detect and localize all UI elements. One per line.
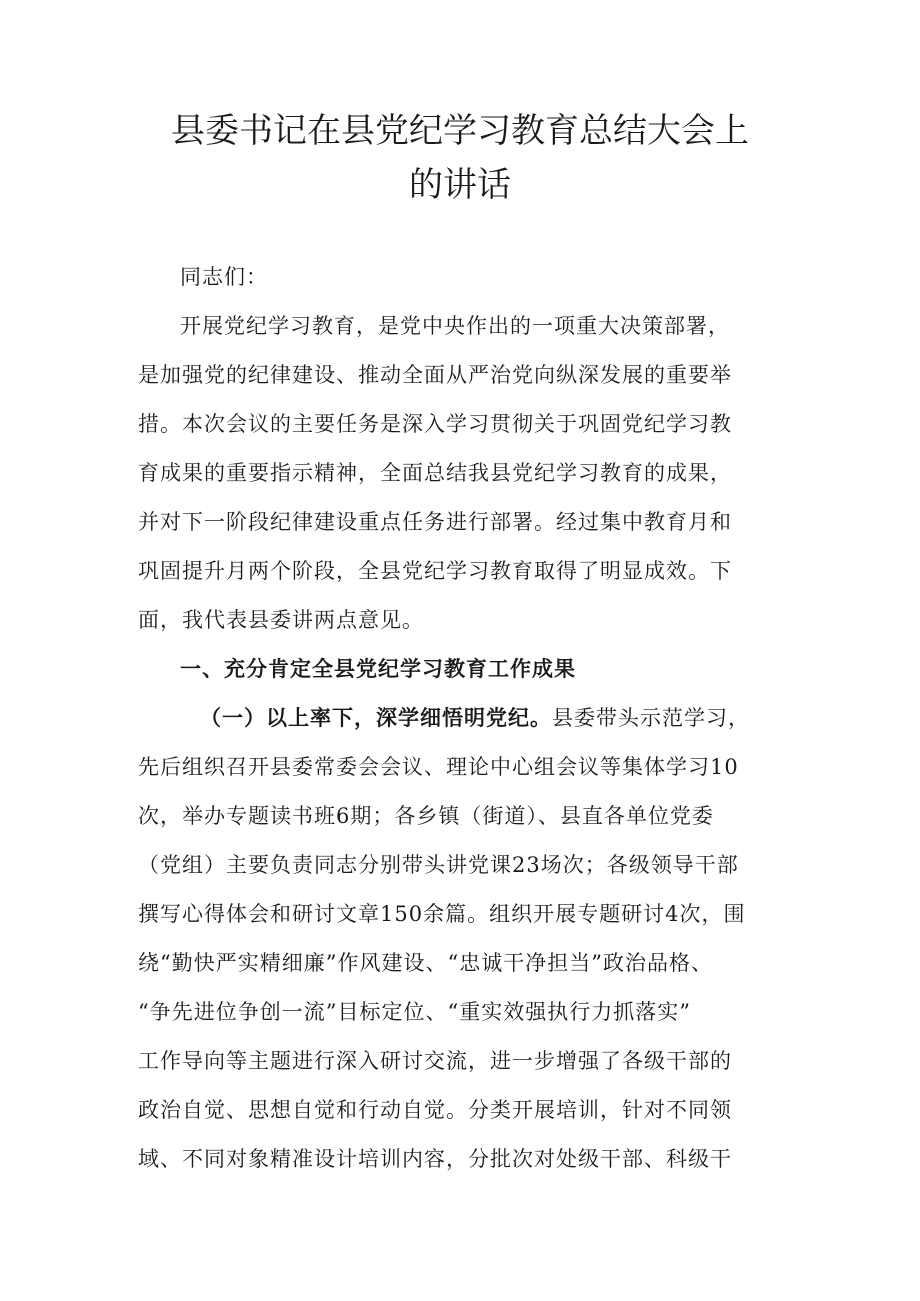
paragraph-line: 并对下一阶段纪律建设重点任务进行部署。经过集中教育月和 [138,510,732,534]
paragraph-line: 工作导向等主题进行深入研讨交流，进一步增强了各级干部的 [138,1049,732,1073]
paragraph-line: “争先进位争创一流”目标定位、“重实效强执行力抓落实” [138,1000,691,1024]
subsection-lead-rest: 县委带头示范学习， [552,706,750,730]
subsection-first-line [200,703,840,733]
section-heading: 一、充分肯定全县党纪学习教育工作成果 [180,656,576,681]
paragraph-line: 开展党纪学习教育，是党中央作出的一项重大决策部署， [180,314,730,338]
paragraph-line: 巩固提升月两个阶段，全县党纪学习教育取得了明显成效。下 [138,559,732,583]
paragraph-line: 绕“勤快严实精细廉”作风建设、“忠诚干净担当”政治品格、 [138,951,713,975]
paragraph-line: 次，举办专题读书班6期；各乡镇（街道）、县直各单位党委 [138,804,714,828]
paragraph-line: 措。本次会议的主要任务是深入学习贯彻关于巩固党纪学习教 [138,412,732,436]
subsection-lead: （一）以上率下，深学细悟明党纪。 [200,705,552,730]
document-title-line-1: 县委书记在县党纪学习教育总结大会上 [171,111,749,151]
paragraph-line: 是加强党的纪律建设、推动全面从严治党向纵深发展的重要举 [138,363,732,387]
paragraph-line: 先后组织召开县委常委会会议、理论中心组会议等集体学习10 [138,755,739,779]
greeting: 同志们： [180,265,268,289]
paragraph-line: 政治自觉、思想自觉和行动自觉。分类开展培训，针对不同领 [138,1098,732,1122]
paragraph-line: （党组）主要负责同志分别带头讲党课23场次；各级领导干部 [138,853,739,877]
paragraph-line: 育成果的重要指示精神，全面总结我县党纪学习教育的成果， [138,461,732,485]
paragraph-line: 面，我代表县委讲两点意见。 [138,608,424,632]
paragraph-line: 域、不同对象精准设计培训内容，分批次对处级干部、科级干 [138,1147,732,1171]
paragraph-line: 撰写心得体会和研讨文章150余篇。组织开展专题研讨4次，围 [138,902,746,926]
document-title-line-2: 的讲话 [409,165,511,205]
